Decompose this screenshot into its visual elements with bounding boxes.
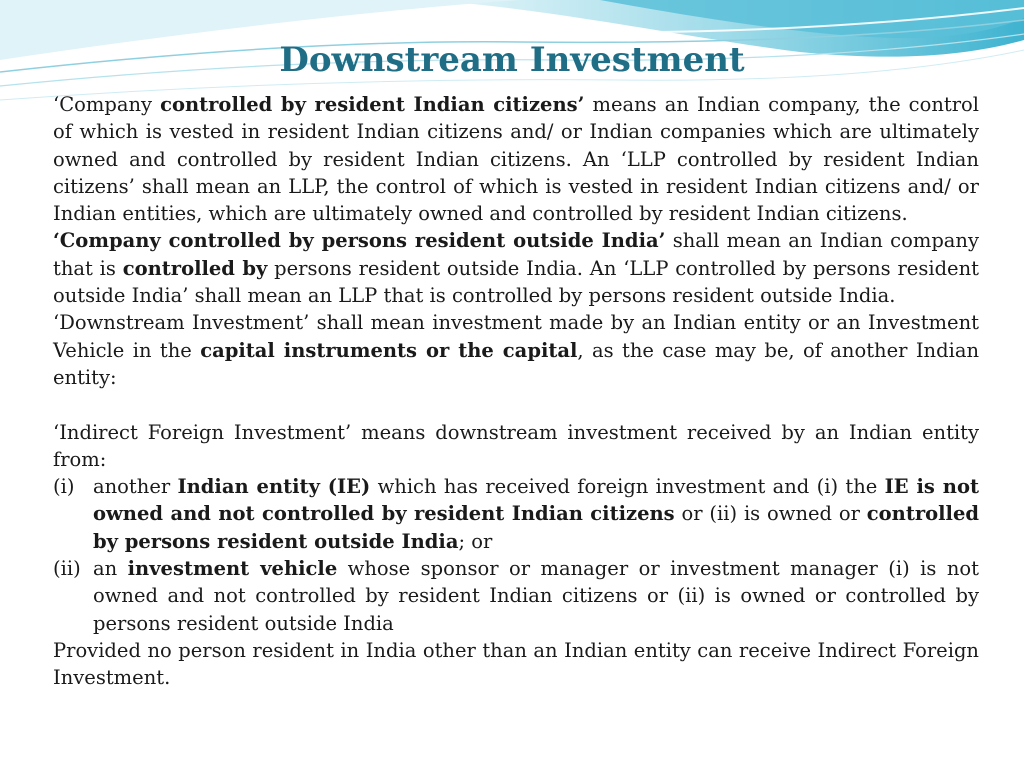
list-item: (i) another Indian entity (IE) which has received foreign investment and (i) the IE is not owned and not controlled by resident Indian citizens or (ii) is owned or controlled by persons resident outside India; or	[53, 475, 979, 553]
paragraph-proviso: Provided no person resident in India other than an Indian entity can receive Indirect Foreign Investment.	[53, 638, 979, 690]
slide-title: Downstream Investment	[279, 40, 745, 80]
list-item: (ii) an investment vehicle whose sponsor or manager or investment manager (i) is not owned and not controlled by resident Indian citizens or (ii) is owned or controlled by persons resident outside India	[53, 557, 979, 635]
paragraph-company-controlled-resident: ‘Company controlled by resident Indian citizens’ means an Indian company, the control of which is vested in resident Indian citizens and/ or Indian companies which are ultimately owned and controlled by resident Indian citizens. An ‘LLP controlled by resident Indian citizens’ shall mean an LLP, the control of which is vested in resident Indian citizens and/ or Indian entities, which are ultimately owned and controlled by resident Indian citizens.	[53, 93, 980, 226]
slide-body	[53, 91, 979, 692]
paragraph-downstream-investment: ‘Downstream Investment’ shall mean investment made by an Indian entity or an Investment Vehicle in the capital instruments or the capital, as the case may be, of another Indian entity:	[53, 311, 980, 389]
spacer	[53, 391, 979, 418]
paragraph-indirect-foreign-investment: ‘Indirect Foreign Investment’ means downstream investment received by an Indian entity from:	[53, 420, 979, 471]
paragraph-company-controlled-outside: ‘Company controlled by persons resident outside India’ shall mean an Indian company that is controlled by persons resident outside India. An ‘LLP controlled by persons resident outside India’ shall mean an LLP that is controlled by persons resident outside India.	[53, 229, 979, 308]
